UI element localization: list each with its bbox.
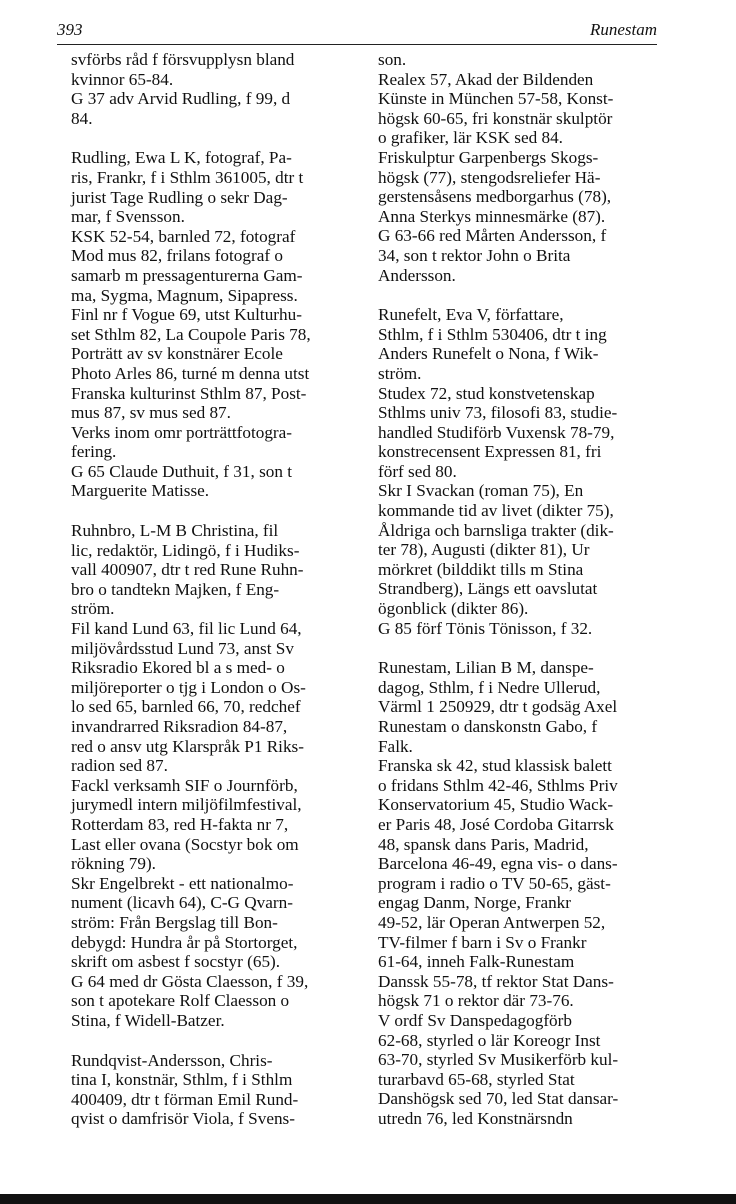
biography-entry bbox=[71, 521, 371, 1030]
entry-line: Riksradio Ekored bl a s med- o bbox=[71, 658, 285, 678]
entry-line: set Sthlm 82, La Coupole Paris 78, bbox=[71, 324, 311, 344]
entry-line: mar, f Svensson. bbox=[71, 207, 185, 227]
entry-line: program i radio o TV 50-65, gäst- bbox=[378, 873, 611, 893]
entry-line: nument (licavh 64), C-G Qvarn- bbox=[71, 893, 293, 913]
entry-line: Anders Runefelt o Nona, f Wik- bbox=[378, 344, 599, 364]
entry-line: ström. bbox=[378, 363, 422, 383]
entry-line: Konservatorium 45, Studio Wack- bbox=[378, 795, 614, 815]
entry-line: Värml 1 250929, dtr t godsäg Axel bbox=[378, 697, 618, 717]
entry-line: Last eller ovana (Socstyr bok om bbox=[71, 834, 299, 854]
entry-line: lic, redaktör, Lidingö, f i Hudiks- bbox=[71, 540, 300, 560]
entry-line: G 37 adv Arvid Rudling, f 99, d bbox=[71, 89, 291, 109]
entry-line: Rudling, Ewa L K, fotograf, Pa- bbox=[71, 148, 292, 168]
entry-line: ris, Frankr, f i Sthlm 361005, dtr t bbox=[71, 167, 304, 187]
entry-line: konstrecensent Expressen 81, fri bbox=[378, 442, 602, 462]
entry-line: Skr I Svackan (roman 75), En bbox=[378, 481, 584, 501]
biography-entry bbox=[71, 50, 371, 128]
entry-line: Franska kulturinst Sthlm 87, Post- bbox=[71, 383, 307, 403]
entry-line: 62-68, styrled o lär Koreogr Inst bbox=[378, 1030, 601, 1050]
entry-line: fering. bbox=[71, 442, 117, 462]
entry-line: debygd: Hundra år på Stortorget, bbox=[71, 932, 298, 952]
entry-line: mus 87, sv mus sed 87. bbox=[71, 403, 231, 423]
entry-line: Falk. bbox=[378, 736, 413, 756]
entry-gap bbox=[378, 285, 668, 305]
entry-line: Anna Sterkys minnesmärke (87). bbox=[378, 206, 606, 226]
entry-line: utredn 76, led Konstnärsndn bbox=[378, 1108, 573, 1128]
entry-line: son t apotekare Rolf Claesson o bbox=[71, 991, 290, 1011]
entry-line: jurymedl intern miljöfilmfestival, bbox=[71, 795, 302, 815]
entry-line: Runestam, Lilian B M, danspe- bbox=[378, 658, 594, 678]
entry-line: jurist Tage Rudling o sekr Dag- bbox=[71, 187, 288, 207]
entry-line: turarbavd 65-68, styrled Stat bbox=[378, 1069, 575, 1089]
entry-line: svförbs råd f försvupplysn bland bbox=[71, 50, 295, 69]
entry-line: Marguerite Matisse. bbox=[71, 481, 210, 501]
left-column bbox=[71, 50, 371, 1129]
entry-line: Rotterdam 83, red H-fakta nr 7, bbox=[71, 814, 289, 834]
entry-line: ter 78), Augusti (dikter 81), Ur bbox=[378, 540, 590, 560]
entry-line: Realex 57, Akad der Bildenden bbox=[378, 69, 594, 89]
entry-line: miljövårdsstud Lund 73, anst Sv bbox=[71, 638, 294, 658]
entry-line: 48, spansk dans Paris, Madrid, bbox=[378, 834, 589, 854]
biography-entry bbox=[71, 1051, 371, 1129]
entry-line: rökning 79). bbox=[71, 854, 156, 874]
entry-line: högsk 60-65, fri konstnär skulptör bbox=[378, 108, 613, 128]
entry-line: KSK 52-54, barnled 72, fotograf bbox=[71, 226, 296, 246]
entry-line: radion sed 87. bbox=[71, 756, 168, 776]
entry-line: kvinnor 65-84. bbox=[71, 69, 174, 89]
entry-line: Sthlm, f i Sthlm 530406, dtr t ing bbox=[378, 324, 607, 344]
entry-line: 34, son t rektor John o Brita bbox=[378, 245, 571, 265]
biography-entry bbox=[71, 148, 371, 501]
entry-line: er Paris 48, José Cordoba Gitarrsk bbox=[378, 814, 614, 834]
header-rule bbox=[57, 44, 657, 45]
biography-entry bbox=[378, 658, 668, 1128]
entry-gap bbox=[71, 501, 371, 521]
entry-line: Barcelona 46-49, egna vis- o dans- bbox=[378, 854, 618, 874]
entry-line: Franska sk 42, stud klassisk balett bbox=[378, 756, 612, 776]
entry-line: Åldriga och barnsliga trakter (dik- bbox=[378, 520, 614, 540]
entry-line: Finl nr f Vogue 69, utst Kulturhu- bbox=[71, 305, 302, 325]
entry-line: G 65 Claude Duthuit, f 31, son t bbox=[71, 461, 293, 481]
entry-line: 49-52, lär Operan Antwerpen 52, bbox=[378, 912, 606, 932]
entry-line: ögonblick (dikter 86). bbox=[378, 599, 529, 619]
entry-line: Sthlms univ 73, filosofi 83, studie- bbox=[378, 403, 618, 423]
entry-line: högsk (77), stengodsreliefer Hä- bbox=[378, 167, 601, 187]
entry-gap bbox=[71, 128, 371, 148]
entry-line: gerstensåsens medborgarhus (78), bbox=[378, 187, 612, 207]
entry-line: Stina, f Widell-Batzer. bbox=[71, 1010, 225, 1030]
entry-line: Skr Engelbrekt - ett nationalmo- bbox=[71, 873, 294, 893]
entry-line: Runestam o danskonstn Gabo, f bbox=[378, 717, 598, 736]
entry-line: Rundqvist-Andersson, Chris- bbox=[71, 1050, 273, 1070]
entry-line: G 85 förf Tönis Tönisson, f 32. bbox=[378, 618, 593, 638]
biography-entry bbox=[378, 50, 668, 285]
entry-line: Fil kand Lund 63, fil lic Lund 64, bbox=[71, 619, 302, 639]
biography-entry bbox=[378, 305, 668, 638]
entry-line: Fackl verksamh SIF o Journförb, bbox=[71, 775, 298, 795]
entry-line: Photo Arles 86, turné m denna utst bbox=[71, 363, 310, 383]
right-column bbox=[378, 50, 668, 1128]
entry-line: Andersson. bbox=[378, 265, 456, 285]
entry-line: ström: Från Bergslag till Bon- bbox=[71, 912, 278, 932]
entry-line: lo sed 65, barnled 66, 70, redchef bbox=[71, 697, 301, 717]
entry-line: miljöreporter o tjg i London o Os- bbox=[71, 677, 306, 697]
entry-line: Strandberg), Längs ett oavslutat bbox=[378, 579, 598, 599]
entry-line: G 64 med dr Gösta Claesson, f 39, bbox=[71, 971, 309, 991]
entry-line: invandrarred Riksradion 84-87, bbox=[71, 717, 288, 736]
entry-gap bbox=[378, 638, 668, 658]
entry-line: qvist o damfrisör Viola, f Svens- bbox=[71, 1109, 295, 1129]
entry-line: 61-64, inneh Falk-Runestam bbox=[378, 952, 575, 972]
entry-line: Mod mus 82, frilans fotograf o bbox=[71, 246, 283, 266]
entry-line: Verks inom omr porträttfotogra- bbox=[71, 422, 292, 442]
entry-line: V ordf Sv Danspedagogförb bbox=[378, 1010, 572, 1030]
entry-line: tina I, konstnär, Sthlm, f i Sthlm bbox=[71, 1070, 293, 1090]
page-number: 393 bbox=[57, 20, 83, 39]
entry-line: Ruhnbro, L-M B Christina, fil bbox=[71, 521, 279, 541]
entry-line: o fridans Sthlm 42-46, Sthlms Priv bbox=[378, 775, 618, 795]
entry-line: Danshögsk sed 70, led Stat dansar- bbox=[378, 1089, 619, 1109]
entry-line: kommande tid av livet (dikter 75), bbox=[378, 501, 614, 521]
entry-line: mörkret (bilddikt tills m Stina bbox=[378, 559, 584, 579]
entry-line: ström. bbox=[71, 599, 115, 619]
entry-line: samarb m pressagenturerna Gam- bbox=[71, 265, 303, 285]
entry-line: ma, Sygma, Magnum, Sipapress. bbox=[71, 285, 298, 305]
running-head: Runestam bbox=[589, 20, 657, 39]
entry-line: son. bbox=[378, 50, 407, 69]
entry-line: 400409, dtr t förman Emil Rund- bbox=[71, 1089, 299, 1109]
entry-line: handled Studiförb Vuxensk 78-79, bbox=[378, 422, 615, 442]
entry-line: TV-filmer f barn i Sv o Frankr bbox=[378, 932, 587, 952]
entry-line: o grafiker, lär KSK sed 84. bbox=[378, 128, 563, 148]
entry-line: bro o tandtekn Majken, f Eng- bbox=[71, 579, 280, 599]
entry-line: red o ansv utg Klarspråk P1 Riks- bbox=[71, 736, 304, 756]
entry-line: skrift om asbest f socstyr (65). bbox=[71, 952, 281, 972]
page-header bbox=[57, 20, 657, 44]
entry-line: engag Danm, Norge, Frankr bbox=[378, 893, 571, 913]
entry-line: vall 400907, dtr t red Rune Ruhn- bbox=[71, 560, 304, 580]
entry-line: Friskulptur Garpenbergs Skogs- bbox=[378, 147, 599, 167]
entry-line: förf sed 80. bbox=[378, 461, 457, 481]
entry-line: dagog, Sthlm, f i Nedre Ullerud, bbox=[378, 677, 601, 697]
entry-line: Studex 72, stud konstvetenskap bbox=[378, 383, 595, 403]
entry-line: 63-70, styrled Sv Musikerförb kul- bbox=[378, 1050, 619, 1070]
entry-line: Künste in München 57-58, Konst- bbox=[378, 89, 614, 109]
entry-line: 84. bbox=[71, 108, 93, 128]
entry-line: Porträtt av sv konstnärer Ecole bbox=[71, 344, 283, 364]
entry-gap bbox=[71, 1031, 371, 1051]
scan-bottom-edge bbox=[0, 1194, 736, 1204]
entry-line: Danssk 55-78, tf rektor Stat Dans- bbox=[378, 971, 614, 991]
entry-line: Runefelt, Eva V, författare, bbox=[378, 305, 564, 325]
entry-line: högsk 71 o rektor där 73-76. bbox=[378, 991, 574, 1011]
entry-line: G 63-66 red Mårten Andersson, f bbox=[378, 226, 607, 246]
